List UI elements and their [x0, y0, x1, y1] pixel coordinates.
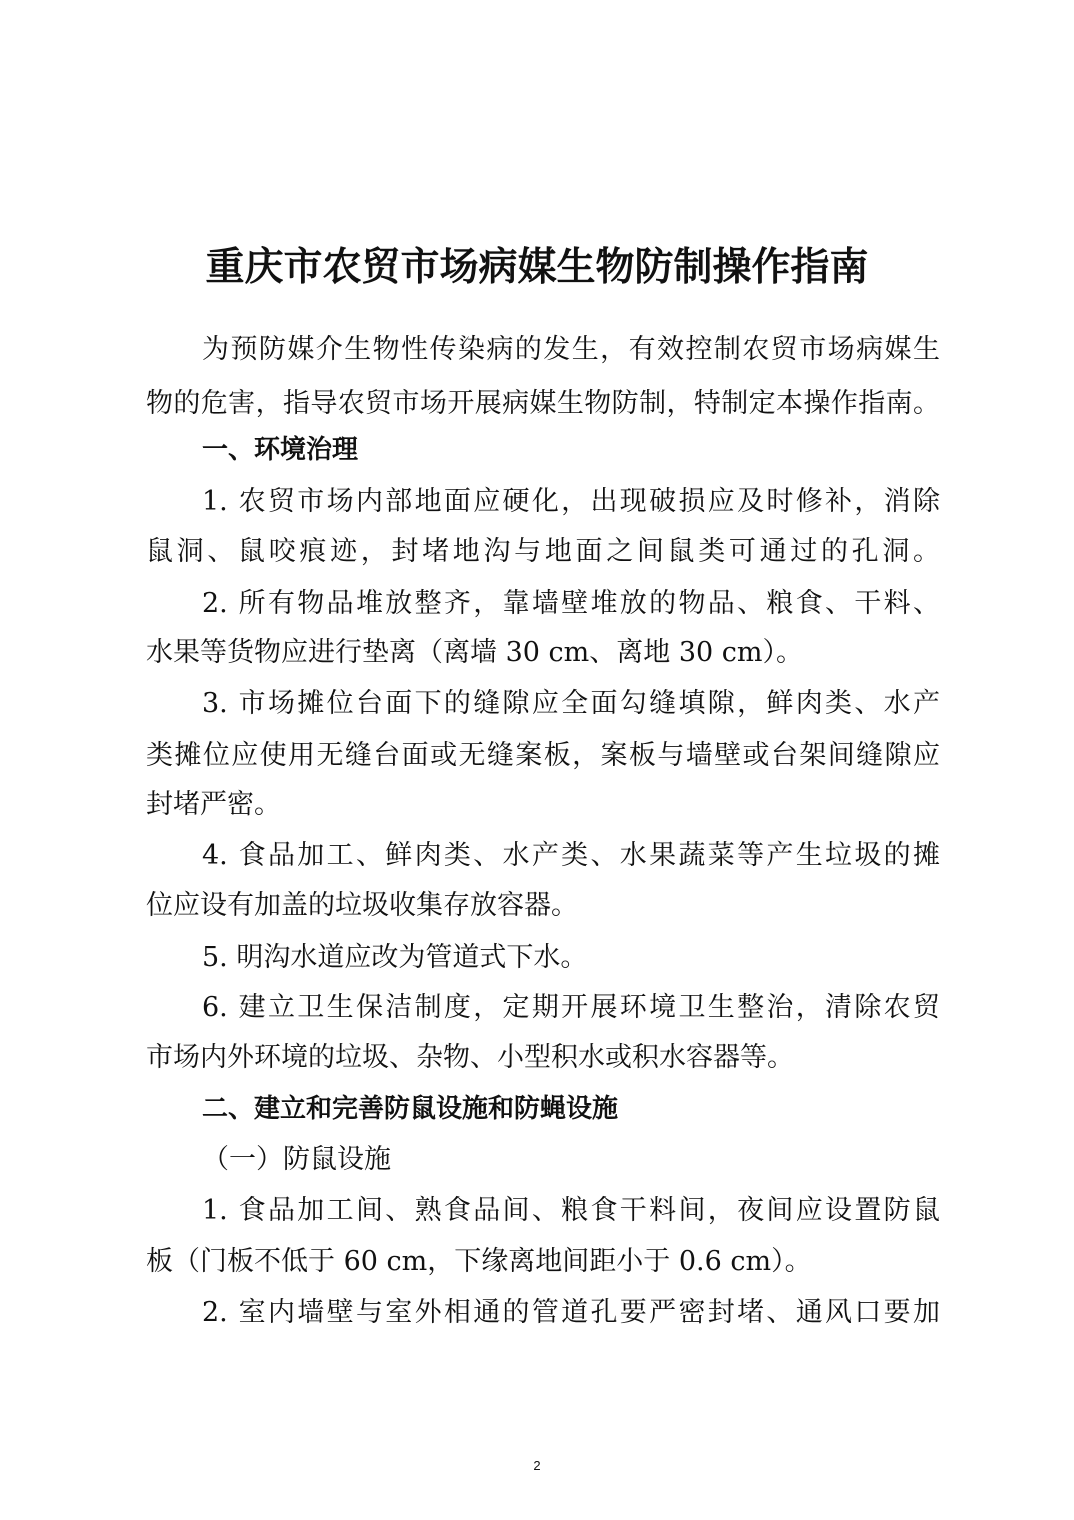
paragraph-line: 1. 农贸市场内部地面应硬化，出现破损应及时修补，消除 [202, 486, 940, 517]
paragraph-line: 1. 食品加工间、熟食品间、粮食干料间，夜间应设置防鼠 [202, 1195, 940, 1226]
paragraph-line: 板（门板不低于 60 cm，下缘离地间距小于 0.6 cm）。 [146, 1246, 812, 1277]
paragraph-line: 2. 室内墙壁与室外相通的管道孔要严密封堵、通风口要加 [202, 1297, 940, 1328]
paragraph-line: 类摊位应使用无缝台面或无缝案板，案板与墙壁或台架间缝隙应 [146, 740, 940, 771]
paragraph-line: 2. 所有物品堆放整齐，靠墙壁堆放的物品、粮食、干料、 [202, 588, 940, 619]
section-heading: 二、建立和完善防鼠设施和防蝇设施 [202, 1094, 619, 1124]
document-title: 重庆市农贸市场病媒生物防制操作指南 [205, 245, 869, 290]
paragraph-line: 3. 市场摊位台面下的缝隙应全面勾缝填隙，鲜肉类、水产 [202, 688, 940, 719]
page-number: 2 [533, 1458, 541, 1473]
paragraph-line: 4. 食品加工、鲜肉类、水产类、水果蔬菜等产生垃圾的摊 [202, 840, 940, 871]
paragraph-line: 物的危害，指导农贸市场开展病媒生物防制，特制定本操作指南。 [146, 388, 940, 419]
paragraph-line: 6. 建立卫生保洁制度，定期开展环境卫生整治，清除农贸 [202, 992, 940, 1023]
paragraph-line: 封堵严密。 [146, 789, 281, 820]
section-heading: 一、环境治理 [202, 435, 359, 465]
paragraph-line: 鼠洞、鼠咬痕迹，封堵地沟与地面之间鼠类可通过的孔洞。 [146, 536, 940, 567]
paragraph-line: 5. 明沟水道应改为管道式下水。 [202, 942, 588, 973]
subsection-heading: （一）防鼠设施 [202, 1144, 391, 1175]
paragraph-line: 市场内外环境的垃圾、杂物、小型积水或积水容器等。 [146, 1042, 794, 1073]
paragraph-line: 位应设有加盖的垃圾收集存放容器。 [146, 890, 578, 921]
paragraph-line: 为预防媒介生物性传染病的发生，有效控制农贸市场病媒生 [202, 334, 940, 365]
paragraph-line: 水果等货物应进行垫离（离墙 30 cm、离地 30 cm）。 [146, 637, 803, 668]
